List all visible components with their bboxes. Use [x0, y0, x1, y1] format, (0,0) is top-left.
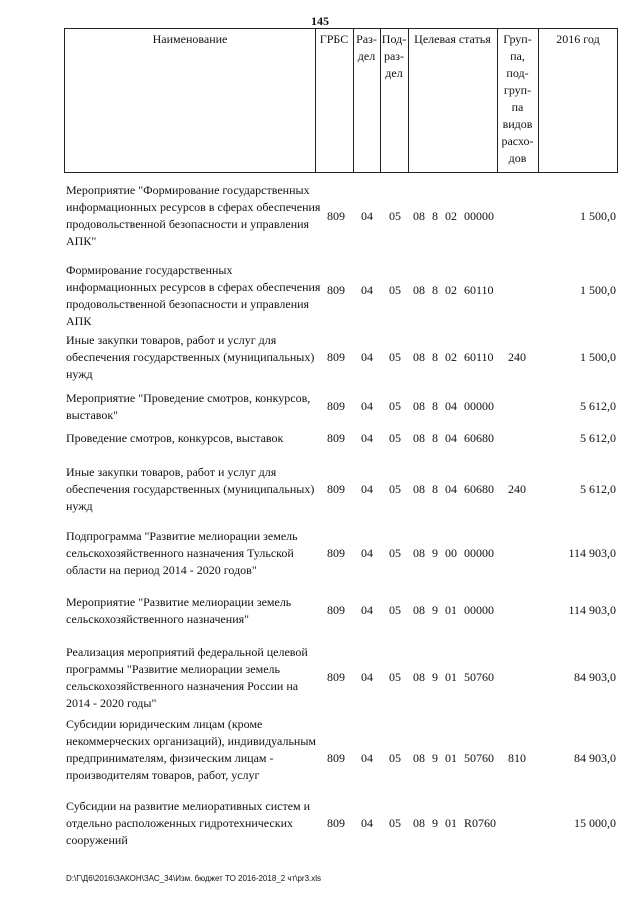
row-razdel: 04: [361, 670, 373, 684]
row-target: 08 8 04 00000: [413, 399, 494, 413]
row-grbs: 809: [327, 816, 345, 830]
row-podrazdel: 05: [389, 816, 401, 830]
row-name: Подпрограмма "Развитие мелиорации земель сельскохозяйственного назначения Тульской области на период 2014 - 2020 годов": [66, 529, 298, 577]
row-grbs: 809: [327, 751, 345, 765]
row-name: Субсидии на развитие мелиоративных систем и отдельно расположенных гидротехнических сооружений: [66, 799, 311, 847]
row-grbs: 809: [327, 209, 345, 223]
row-name: Субсидии юридическим лицам (кроме некоммерческих организаций), индивидуальным предпринимателям, физическим лицам - производителям товаров, работ, услуг: [66, 717, 316, 782]
row-grbs: 809: [327, 350, 345, 364]
row-amount: 114 903,0: [568, 603, 616, 617]
row-razdel: 04: [361, 751, 373, 765]
page-number: 145: [311, 14, 329, 28]
header-name: Наименование: [152, 32, 228, 46]
row-podrazdel: 05: [389, 603, 401, 617]
row-target: 08 8 02 60110: [413, 350, 494, 364]
header-podrazdel: Под- раз- дел: [381, 32, 407, 80]
row-name: Мероприятие "Формирование государственных информационных ресурсов в сферах обеспечения продовольственной безопасности и управления АПК": [66, 183, 321, 248]
row-grbs: 809: [327, 603, 345, 617]
row-razdel: 04: [361, 546, 373, 560]
row-podrazdel: 05: [389, 431, 401, 445]
header-year: 2016 год: [556, 32, 600, 46]
row-podrazdel: 05: [389, 670, 401, 684]
row-amount: 1 500,0: [580, 209, 616, 223]
row-amount: 1 500,0: [580, 283, 616, 297]
row-target: 08 9 00 00000: [413, 546, 494, 560]
header-grbs: ГРБС: [319, 32, 349, 46]
row-name: Формирование государственных информационных ресурсов в сферах обеспечения продовольственной безопасности и управления АПК: [66, 263, 321, 328]
row-name: Иные закупки товаров, работ и услуг для обеспечения государственных (муниципальных) нужд: [66, 465, 315, 513]
row-target: 08 8 04 60680: [413, 482, 494, 496]
row-podrazdel: 05: [389, 399, 401, 413]
row-target: 08 8 02 00000: [413, 209, 494, 223]
header-target: Целевая статья: [414, 32, 491, 46]
row-amount: 5 612,0: [580, 399, 616, 413]
row-podrazdel: 05: [389, 751, 401, 765]
row-target: 08 9 01 R0760: [413, 816, 497, 830]
row-podrazdel: 05: [389, 283, 401, 297]
row-name: Проведение смотров, конкурсов, выставок: [66, 431, 284, 445]
row-target: 08 9 01 00000: [413, 603, 494, 617]
header-vid: Груп- па, под- груп- па видов расхо- дов: [501, 32, 534, 165]
header-divider: [315, 29, 316, 172]
row-grbs: 809: [327, 670, 345, 684]
row-razdel: 04: [361, 816, 373, 830]
row-razdel: 04: [361, 482, 373, 496]
row-podrazdel: 05: [389, 482, 401, 496]
row-grbs: 809: [327, 283, 345, 297]
header-razdel: Раз- дел: [356, 32, 377, 63]
row-razdel: 04: [361, 283, 373, 297]
row-razdel: 04: [361, 350, 373, 364]
row-grbs: 809: [327, 399, 345, 413]
row-vid: 240: [508, 482, 526, 496]
table-header: [64, 28, 618, 173]
row-name: Мероприятие "Проведение смотров, конкурсов, выставок": [66, 391, 311, 422]
row-amount: 5 612,0: [580, 482, 616, 496]
row-amount: 84 903,0: [574, 670, 616, 684]
row-vid: 810: [508, 751, 526, 765]
row-amount: 5 612,0: [580, 431, 616, 445]
row-razdel: 04: [361, 209, 373, 223]
row-name: Иные закупки товаров, работ и услуг для обеспечения государственных (муниципальных) нужд: [66, 333, 315, 381]
header-divider: [408, 29, 409, 172]
row-razdel: 04: [361, 603, 373, 617]
row-name: Реализация мероприятий федеральной целевой программы "Развитие мелиорации земель сельскохозяйственного назначения России на 2014 - 2020 годы": [66, 645, 308, 710]
row-razdel: 04: [361, 431, 373, 445]
row-target: 08 8 04 60680: [413, 431, 494, 445]
row-grbs: 809: [327, 431, 345, 445]
row-grbs: 809: [327, 482, 345, 496]
row-vid: 240: [508, 350, 526, 364]
row-amount: 15 000,0: [574, 816, 616, 830]
row-target: 08 8 02 60110: [413, 283, 494, 297]
row-amount: 84 903,0: [574, 751, 616, 765]
row-podrazdel: 05: [389, 546, 401, 560]
row-amount: 1 500,0: [580, 350, 616, 364]
row-target: 08 9 01 50760: [413, 751, 494, 765]
row-grbs: 809: [327, 546, 345, 560]
row-podrazdel: 05: [389, 209, 401, 223]
row-target: 08 9 01 50760: [413, 670, 494, 684]
header-divider: [538, 29, 539, 172]
row-amount: 114 903,0: [568, 546, 616, 560]
row-razdel: 04: [361, 399, 373, 413]
file-path-footer: D:\Г\Д6\2016\ЗАКОН\ЗАС_34\Изм. бюджет ТО 2016-2018_2 чт\pr3.xls: [66, 874, 322, 883]
row-podrazdel: 05: [389, 350, 401, 364]
row-name: Мероприятие "Развитие мелиорации земель сельскохозяйственного назначения": [66, 595, 292, 626]
